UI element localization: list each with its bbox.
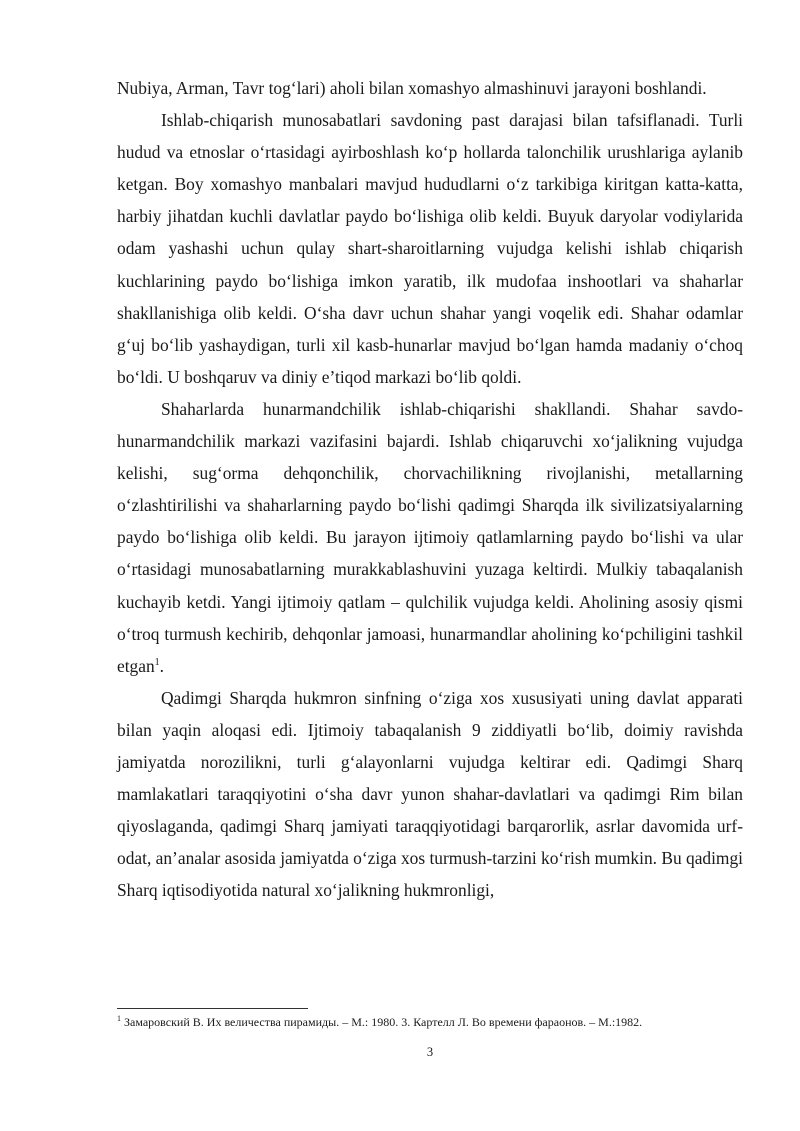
paragraph (117, 393, 743, 682)
paragraph (117, 682, 743, 907)
paragraph-text: Shaharlarda hunarmandchilik ishlab-chiqarishi shakllandi. Shahar savdo-hunarmandchilik markazi vazifasini bajardi. Ishlab chiqaruvchi xo‘jalikning vujudga kelishi, sug‘orma dehqonchilik, chorvachilikning rivojlanishi, metallarning o‘zlashtirilishi va shaharlarning paydo bo‘lishi qadimgi Sharqda ilk sivilizatsiyalarning paydo bo‘lishiga olib keldi. Bu jarayon ijtimoiy qatlamlarning paydo bo‘lishi va ular o‘rtasidagi munosabatlarning murakkablashuvini yuzaga keltirdi. Mulkiy tabaqalanish kuchayib ketdi. Yangi ijtimoiy qatlam – qulchilik vujudga keldi. Aholining asosiy qismi o‘troq turmush kechirib, dehqonlar jamoasi, hunarmandlar aholining ko‘pchiligini tashkil etgan (117, 398, 743, 676)
footnote-separator (117, 1008, 308, 1009)
paragraph (117, 104, 743, 393)
page-number: 3 (426, 1045, 434, 1059)
footnote-reference[interactable]: 1 (154, 656, 160, 668)
paragraph-text: Ishlab-chiqarish munosabatlari savdoning past darajasi bilan tafsiflanadi. Turli hudud va etnoslar o‘rtasidagi ayirboshlash ko‘p hollarda talonchilik urushlariga aylanib ketgan. Boy xomashyo manbalari mavjud hududlarni o‘z tarkibiga kiritgan katta-katta, harbiy jihatdan kuchli davlatlar paydo bo‘lishiga olib keldi. Buyuk daryolar vodiylarida odam yashashi uchun qulay shart-sharoitlarning vujudga kelishi ishlab chiqarish kuchlarining paydo bo‘lishiga imkon yaratib, ilk mudofaa inshootlari va shaharlar shakllanishiga olib keldi. O‘sha davr uchun shahar yangi voqelik edi. Shahar odamlar g‘uj bo‘lib yashaydigan, turli xil kasb-hunarlar mavjud bo‘lgan hamda madaniy o‘choq bo‘ldi. U boshqaruv va diniy e’tiqod markazi bo‘lib qoldi. (117, 110, 743, 387)
footnote-number: 1 (117, 1014, 121, 1023)
paragraph-text: Qadimgi Sharqda hukmron sinfning o‘ziga xos xususiyati uning davlat apparati bilan yaqin aloqasi edi. Ijtimoiy tabaqalanish 9 ziddiyatli bo‘lib, doimiy ravishda jamiyatda norozilikni, turli g‘alayonlarni vujudga keltirar edi. Qadimgi Sharq mamlakatlari taraqqiyotini o‘sha davr yunon shahar-davlatlari va qadimgi Rim bilan qiyoslaganda, qadimgi Sharq jamiyati taraqqiyotidagi barqarorlik, asrlar davomida urf-odat, an’analar asosida jamiyatda o‘ziga xos turmush-tarzini ko‘rish mumkin. Bu qadimgi Sharq iqtisodiyotida natural xo‘jalikning hukmronligi, (117, 687, 743, 901)
paragraph-text: Nubiya, Arman, Tavr tog‘lari) aholi bilan xomashyo almashinuvi jarayoni boshlandi. (117, 78, 707, 98)
paragraph-tail: . (159, 655, 165, 676)
paragraph-continuation (117, 72, 743, 104)
footnote-text: Замаровский В. Их величества пирамиды. – М.: 1980. 3. Картелл Л. Во времени фараонов. – М.:1982. (121, 1015, 643, 1029)
footnote (117, 1014, 743, 1030)
body-text (117, 72, 743, 906)
